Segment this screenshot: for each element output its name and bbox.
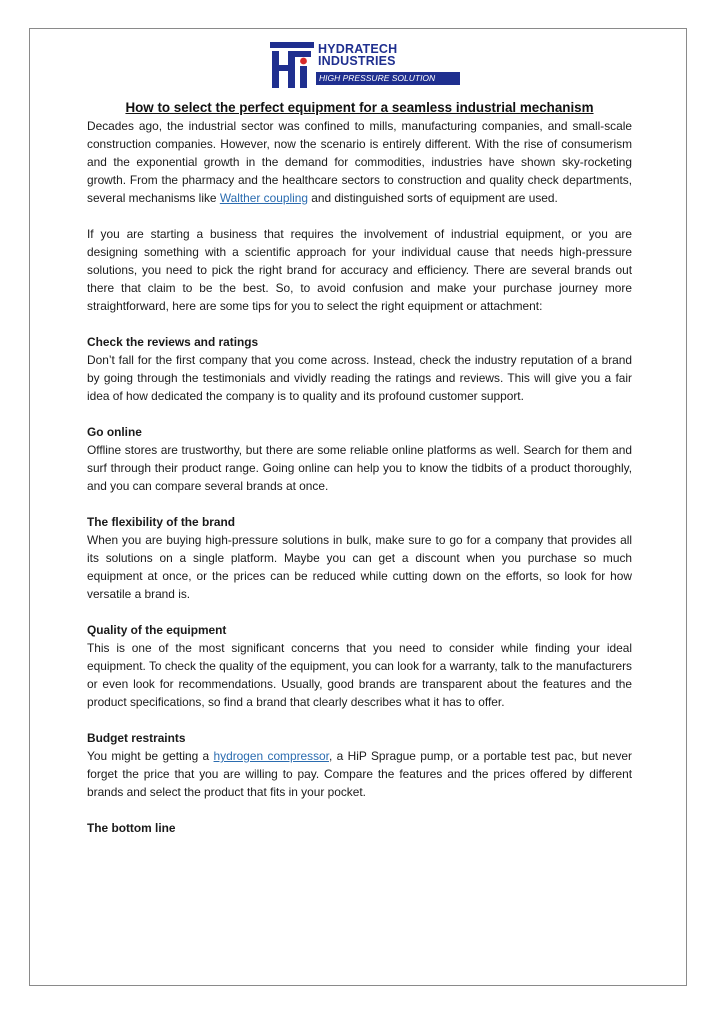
intro-text-end: and distinguished sorts of equipment are used. bbox=[307, 191, 558, 205]
section-body: Don’t fall for the first company that you come across. Instead, check the industry reputation of a brand by going through the testimonials and vividly reading the ratings and reviews. This will give you a fair idea of how dedicated the company is to quality and its profound customer support. bbox=[87, 353, 632, 403]
intro-paragraph-2: If you are starting a business that requires the involvement of industrial equipment, or you are designing something with a scientific approach for your individual cause that needs high-pressure solutions, you need to pick the right brand for accuracy and efficiency. There are several brands out there that claim to be the best. So, to avoid confusion and make your purchase journey more straightforward, here are some tips for you to select the right equipment or attachment: bbox=[87, 227, 632, 313]
spacer bbox=[87, 207, 632, 225]
section-body: When you are buying high-pressure solutions in bulk, make sure to go for a company that provides all its solutions on a single platform. Maybe you can get a discount when you purchase so much equipment at once, or the prices can be reduced while cutting down on the efforts, so look for how versatile a brand is. bbox=[87, 533, 632, 601]
section-heading: Check the reviews and ratings bbox=[87, 335, 259, 349]
article-body bbox=[87, 99, 632, 837]
section-heading: Quality of the equipment bbox=[87, 623, 227, 637]
spacer bbox=[87, 405, 632, 423]
logo-mark-icon bbox=[270, 42, 314, 88]
budget-text-end: , a HiP Sprague pump, or a portable test pac, but never forget the price that you are willing to pay. Compare the features and the prices offered by different brands and select the product that fits in your pocket. bbox=[87, 749, 633, 799]
walther-coupling-link[interactable]: Walther coupling bbox=[219, 191, 308, 205]
logo-tagline: HIGH PRESSURE SOLUTION bbox=[316, 72, 460, 85]
budget-text-start: You might be getting a bbox=[87, 749, 214, 763]
intro-text-start: Decades ago, the industrial sector was confined to mills, manufacturing companies, and small-scale construction companies. However, now the scenario is entirely different. With the rise of consumerism and the exponential growth in the demand for commodities, industries have shown sky-rocketing growth. From the pharmacy and the healthcare sectors to construction and quality check departments, several mechanisms like bbox=[87, 119, 632, 205]
logo-wordmark bbox=[318, 43, 397, 67]
spacer bbox=[87, 495, 632, 513]
hydrogen-compressor-link[interactable]: hydrogen compressor bbox=[213, 749, 329, 763]
bottom-line-heading: The bottom line bbox=[87, 821, 176, 835]
intro-paragraph-1 bbox=[87, 117, 632, 207]
spacer bbox=[87, 711, 632, 729]
budget-heading: Budget restraints bbox=[87, 731, 186, 745]
budget-body bbox=[87, 747, 632, 801]
section-body: Offline stores are trustworthy, but there are some reliable online platforms as well. Search for them and surf through their product range. Going online can help you to know the tidbits of a product thoroughly, and you can compare several brands at once. bbox=[87, 443, 632, 493]
page-title: How to select the perfect equipment for a seamless industrial mechanism bbox=[125, 100, 594, 115]
spacer bbox=[87, 603, 632, 621]
spacer bbox=[87, 801, 632, 819]
section-heading: Go online bbox=[87, 425, 142, 439]
company-logo bbox=[270, 42, 460, 90]
logo-name-line1: HYDRATECH bbox=[318, 42, 398, 56]
section-heading: The flexibility of the brand bbox=[87, 515, 235, 529]
spacer bbox=[87, 315, 632, 333]
logo-name-line2: INDUSTRIES bbox=[318, 54, 396, 68]
section-body: This is one of the most significant concerns that you need to consider while finding your ideal equipment. To check the quality of the equipment, you can look for a warranty, talk to the manufacturers or even look for recommendations. Usually, good brands are transparent about the features and the product specifications, so find a brand that clearly describes what it has to offer. bbox=[87, 641, 632, 709]
